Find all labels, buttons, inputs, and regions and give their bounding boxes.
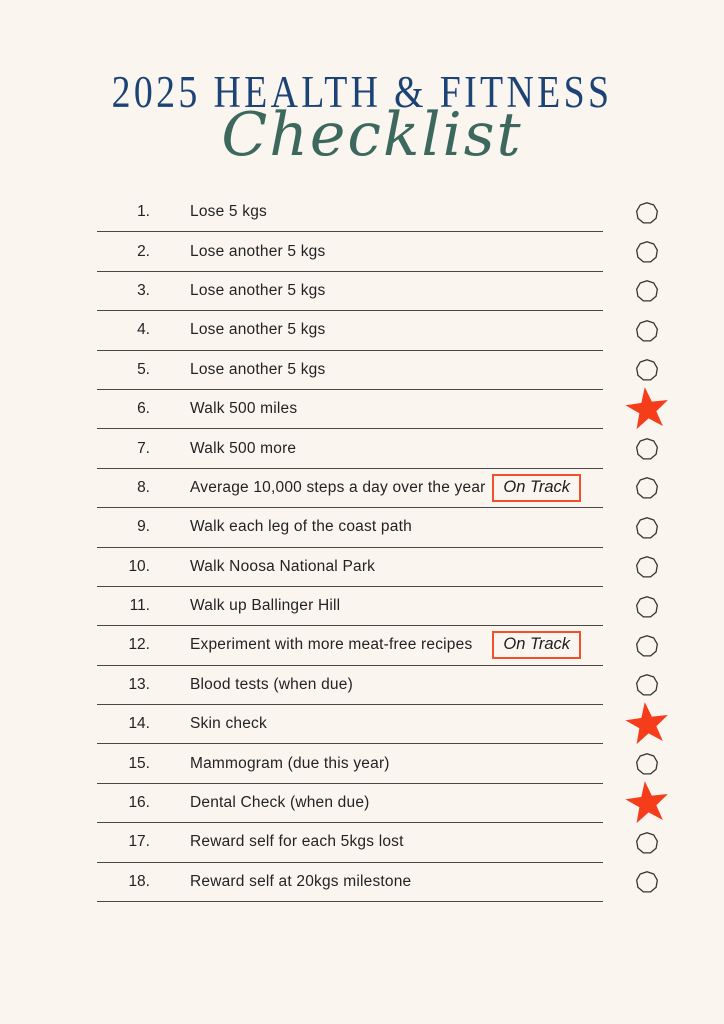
seal-checkbox-icon[interactable] <box>636 556 658 578</box>
item-label: Lose another 5 kgs <box>190 360 326 378</box>
item-number: 4. <box>137 321 150 339</box>
checklist-row-main <box>97 587 603 626</box>
item-label: Lose 5 kgs <box>190 203 267 221</box>
seal-checkbox-icon[interactable] <box>636 596 658 618</box>
checklist-row-main <box>97 272 603 311</box>
checklist-row-main <box>97 311 603 350</box>
checklist-row <box>97 390 691 429</box>
item-marker-cell[interactable] <box>603 705 691 744</box>
checklist-row <box>97 193 691 232</box>
item-number: 14. <box>128 715 150 733</box>
page-title: 2025 HEALTH & FITNESS <box>111 67 613 117</box>
item-marker-cell[interactable] <box>603 272 691 311</box>
seal-checkbox-icon[interactable] <box>636 280 658 302</box>
seal-checkbox-icon[interactable] <box>636 753 658 775</box>
item-number: 13. <box>128 675 150 693</box>
checklist-row <box>97 311 691 350</box>
item-number: 6. <box>137 400 150 418</box>
checklist-row <box>97 863 691 902</box>
status-badge: On Track <box>492 631 581 659</box>
checklist-row-main <box>97 666 603 705</box>
seal-checkbox-icon[interactable] <box>636 477 658 499</box>
checklist-row-main <box>97 390 603 429</box>
item-number: 16. <box>128 794 150 812</box>
checklist-row <box>97 548 691 587</box>
item-number: 3. <box>137 281 150 299</box>
item-number: 2. <box>137 242 150 260</box>
item-marker-cell[interactable] <box>603 429 691 468</box>
item-number: 11. <box>129 597 150 615</box>
checklist-row <box>97 587 691 626</box>
item-number: 1. <box>137 203 150 221</box>
item-marker-cell[interactable] <box>603 311 691 350</box>
item-marker-cell[interactable] <box>603 666 691 705</box>
seal-checkbox-icon[interactable] <box>636 832 658 854</box>
checklist-row-main <box>97 193 603 232</box>
item-marker-cell[interactable] <box>603 232 691 271</box>
item-label: Experiment with more meat-free recipes <box>190 636 473 654</box>
item-marker-cell[interactable] <box>603 863 691 902</box>
item-marker-cell[interactable] <box>603 823 691 862</box>
checklist-row <box>97 469 691 508</box>
checklist-row-main <box>97 548 603 587</box>
item-marker-cell[interactable] <box>603 390 691 429</box>
checklist-row <box>97 744 691 783</box>
item-label: Reward self for each 5kgs lost <box>190 833 404 851</box>
item-marker-cell[interactable] <box>603 508 691 547</box>
checklist-row-main <box>97 863 603 902</box>
item-number: 7. <box>137 439 150 457</box>
checklist-row-main <box>97 705 603 744</box>
checklist-row-main <box>97 351 603 390</box>
checklist <box>97 193 691 902</box>
item-number: 8. <box>137 478 150 496</box>
checklist-row-main <box>97 429 603 468</box>
seal-checkbox-icon[interactable] <box>636 202 658 224</box>
checklist-row <box>97 666 691 705</box>
item-marker-cell[interactable] <box>603 784 691 823</box>
seal-checkbox-icon[interactable] <box>636 871 658 893</box>
item-label: Blood tests (when due) <box>190 675 353 693</box>
page-subtitle: Checklist <box>221 100 523 170</box>
checklist-row-main <box>97 823 603 862</box>
seal-checkbox-icon[interactable] <box>636 438 658 460</box>
checklist-row-main <box>97 232 603 271</box>
seal-checkbox-icon[interactable] <box>636 674 658 696</box>
item-number: 12. <box>128 636 150 654</box>
item-number: 9. <box>137 518 150 536</box>
checklist-row <box>97 429 691 468</box>
seal-checkbox-icon[interactable] <box>636 320 658 342</box>
item-marker-cell[interactable] <box>603 626 691 665</box>
seal-checkbox-icon[interactable] <box>636 517 658 539</box>
checklist-row-main <box>97 469 603 508</box>
star-icon[interactable] <box>621 778 673 828</box>
checklist-row-main <box>97 626 603 665</box>
item-marker-cell[interactable] <box>603 469 691 508</box>
item-label: Skin check <box>190 715 267 733</box>
seal-checkbox-icon[interactable] <box>636 241 658 263</box>
checklist-row <box>97 508 691 547</box>
checklist-row <box>97 272 691 311</box>
item-label: Lose another 5 kgs <box>190 281 326 299</box>
item-number: 15. <box>128 754 150 772</box>
item-marker-cell[interactable] <box>603 587 691 626</box>
star-icon[interactable] <box>621 384 673 434</box>
item-label: Walk 500 more <box>190 439 297 457</box>
item-marker-cell[interactable] <box>603 351 691 390</box>
seal-checkbox-icon[interactable] <box>636 359 658 381</box>
checklist-row-main <box>97 784 603 823</box>
item-label: Reward self at 20kgs milestone <box>190 872 412 890</box>
checklist-row <box>97 351 691 390</box>
checklist-row <box>97 705 691 744</box>
item-label: Walk each leg of the coast path <box>190 518 412 536</box>
seal-checkbox-icon[interactable] <box>636 635 658 657</box>
item-label: Average 10,000 steps a day over the year <box>190 478 486 496</box>
item-label: Dental Check (when due) <box>190 794 370 812</box>
item-label: Walk Noosa National Park <box>190 557 376 575</box>
item-label: Mammogram (due this year) <box>190 754 390 772</box>
item-marker-cell[interactable] <box>603 548 691 587</box>
item-number: 10. <box>128 557 150 575</box>
item-label: Lose another 5 kgs <box>190 242 326 260</box>
checklist-row <box>97 823 691 862</box>
checklist-row-main <box>97 744 603 783</box>
item-label: Walk up Ballinger Hill <box>190 597 341 615</box>
checklist-row <box>97 626 691 665</box>
item-number: 5. <box>137 360 150 378</box>
checklist-row <box>97 784 691 823</box>
item-label: Lose another 5 kgs <box>190 321 326 339</box>
checklist-row <box>97 232 691 271</box>
status-badge: On Track <box>492 474 581 502</box>
item-number: 17. <box>128 833 150 851</box>
item-number: 18. <box>128 872 150 890</box>
star-icon[interactable] <box>621 700 673 750</box>
item-label: Walk 500 miles <box>190 400 298 418</box>
checklist-row-main <box>97 508 603 547</box>
item-marker-cell[interactable] <box>603 744 691 783</box>
item-marker-cell[interactable] <box>603 193 691 232</box>
